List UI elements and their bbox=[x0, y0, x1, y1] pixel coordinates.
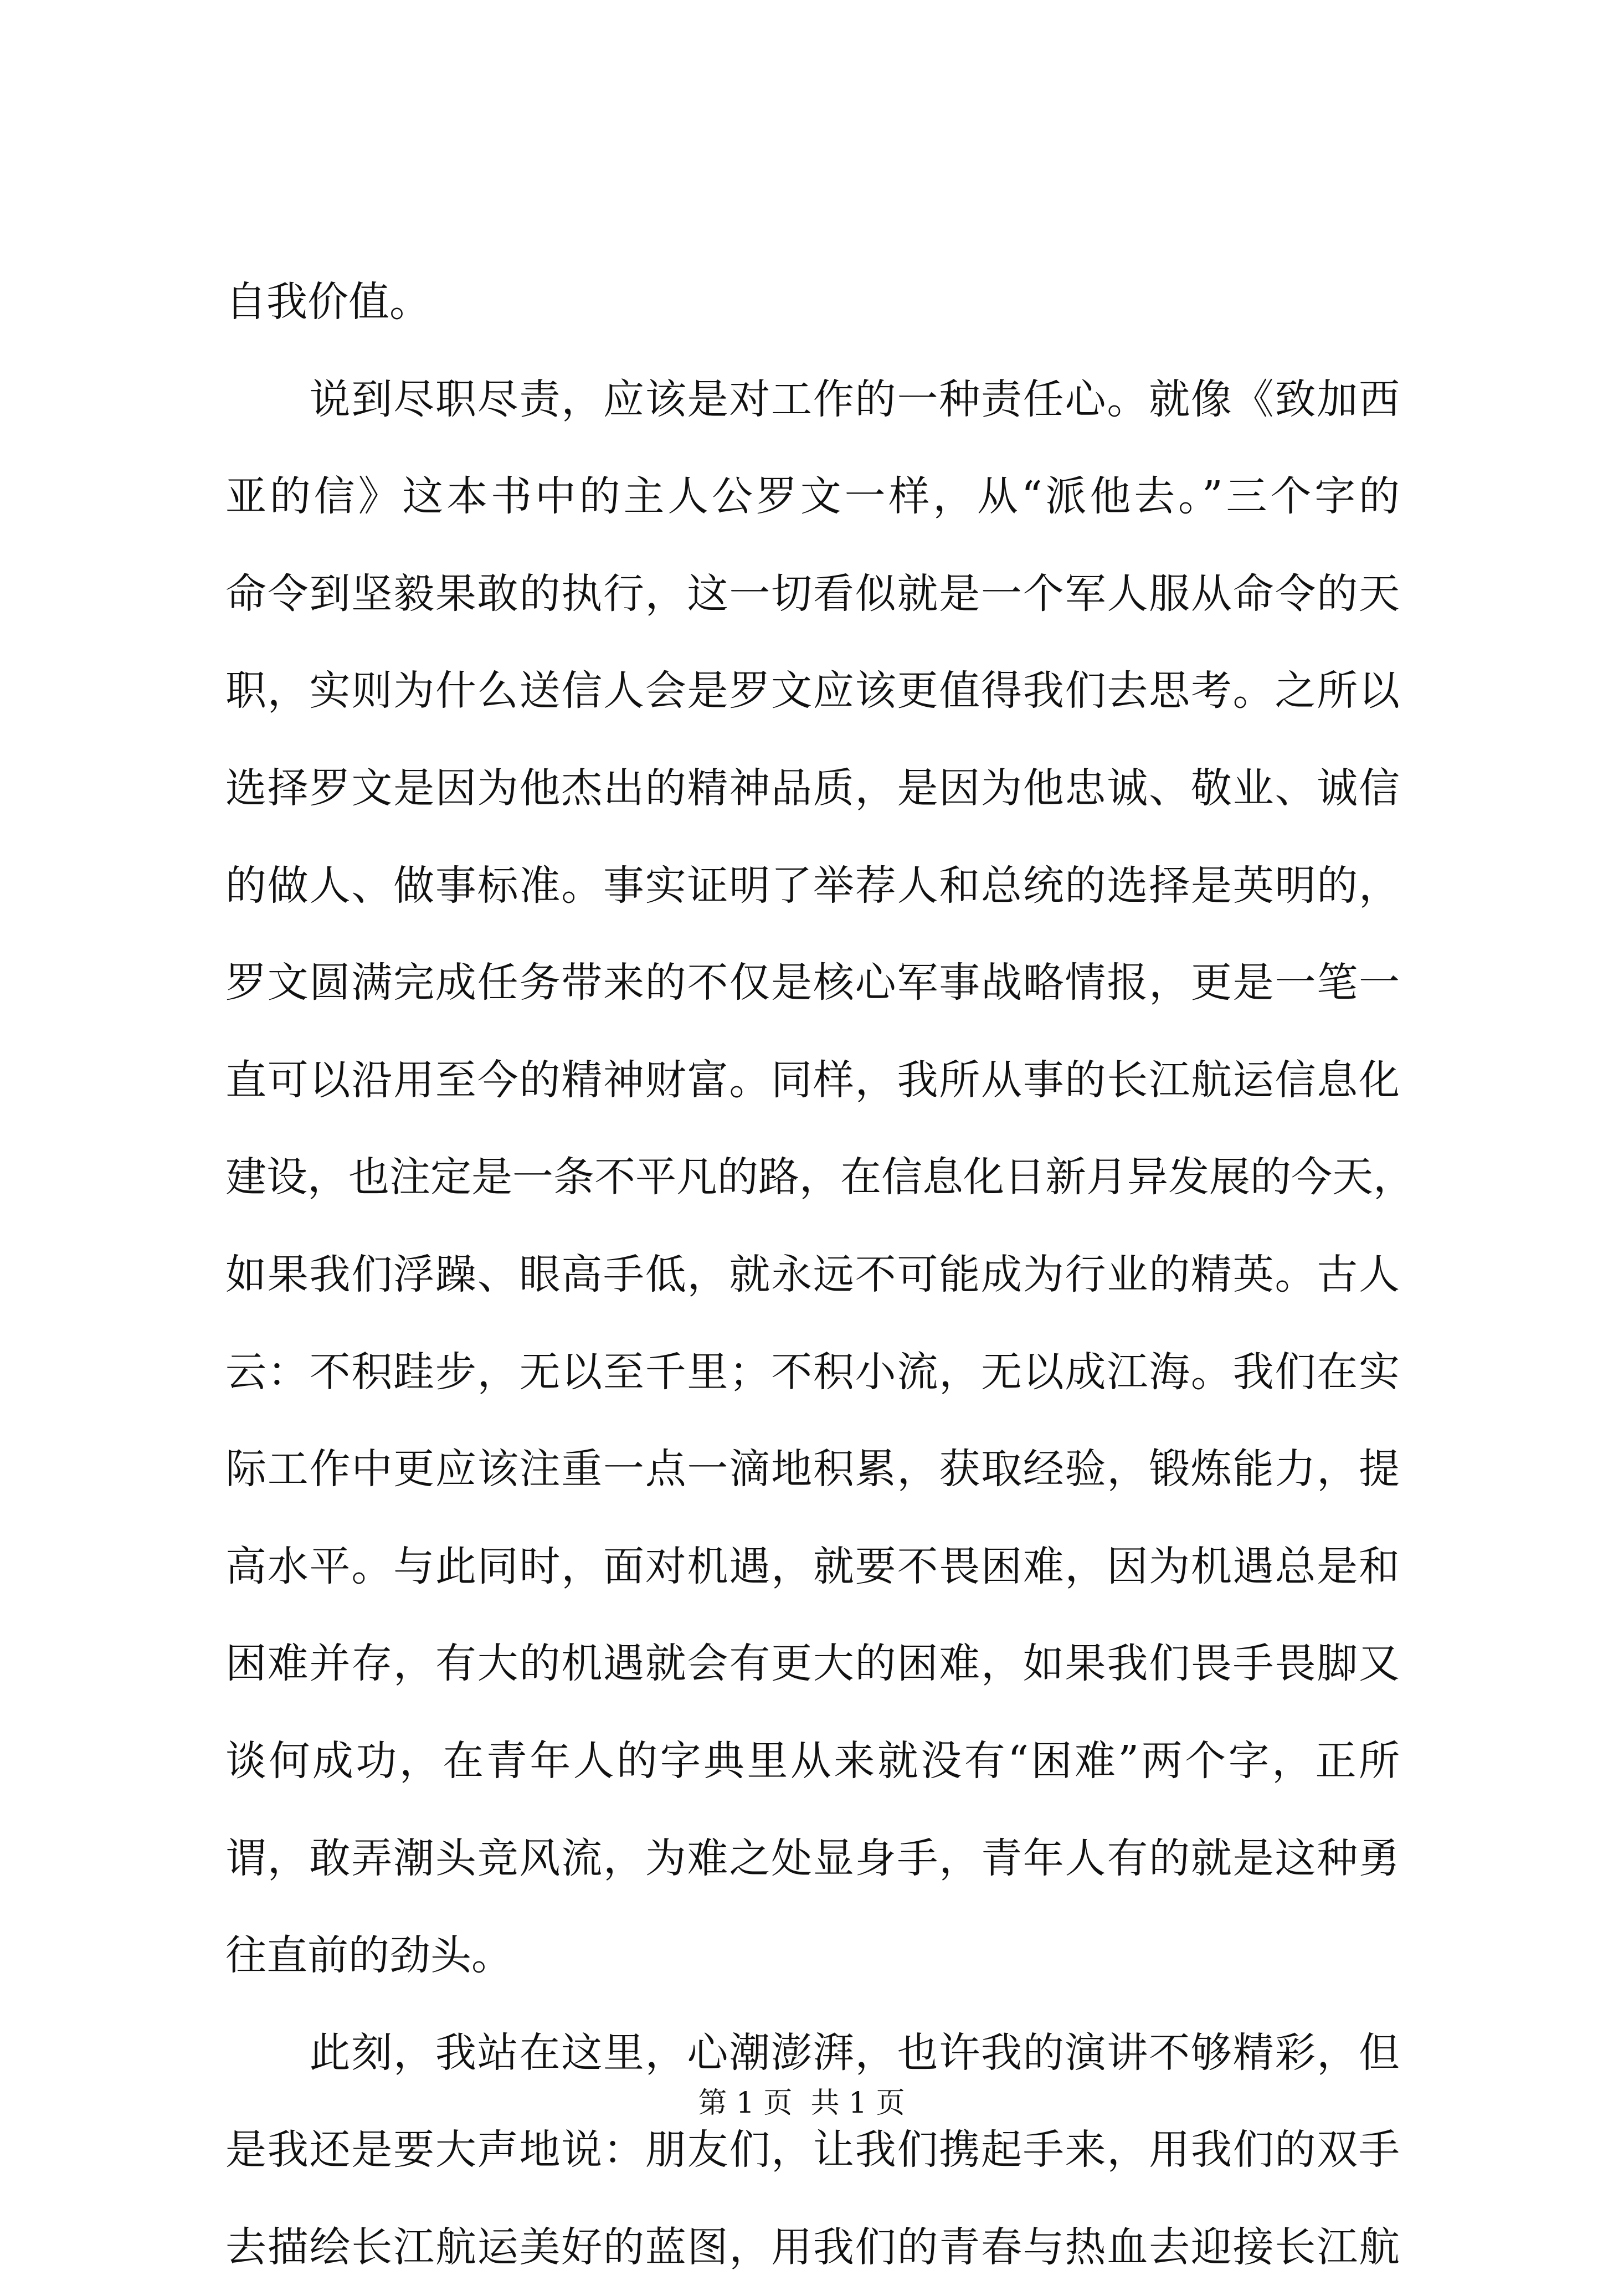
body-line: 自我价值。 bbox=[225, 278, 430, 326]
body-line: 亚的信》这本书中的主人公罗文一样，从“派他去。”三个字的 bbox=[225, 472, 1400, 521]
body-line: 云：不积跬步，无以至千里；不积小流，无以成江海。我们在实 bbox=[225, 1348, 1400, 1396]
body-line: 际工作中更应该注重一点一滴地积累，获取经验，锻炼能力，提 bbox=[225, 1445, 1400, 1493]
document-body bbox=[225, 254, 1414, 2296]
body-line: 高水平。与此同时，面对机遇，就要不畏困难，因为机遇总是和 bbox=[225, 1542, 1400, 1590]
page-footer: 第 1 页 共 1 页 bbox=[698, 2087, 905, 2120]
body-line: 职，实则为什么送信人会是罗文应该更值得我们去思考。之所以 bbox=[225, 667, 1400, 715]
body-line: 往直前的劲头。 bbox=[225, 1932, 512, 1980]
body-line: 困难并存，有大的机遇就会有更大的困难，如果我们畏手畏脚又 bbox=[225, 1640, 1400, 1688]
body-line: 建设，也注定是一条不平凡的路，在信息化日新月异发展的今天， bbox=[225, 1153, 1414, 1201]
body-line: 直可以沿用至今的精神财富。同样，我所从事的长江航运信息化 bbox=[225, 1056, 1400, 1104]
body-line: 说到尽职尽责，应该是对工作的一种责任心。就像《致加西 bbox=[225, 375, 1400, 423]
body-line: 选择罗文是因为他杰出的精神品质，是因为他忠诚、敬业、诚信 bbox=[225, 764, 1400, 812]
body-line: 如果我们浮躁、眼高手低，就永远不可能成为行业的精英。古人 bbox=[225, 1250, 1400, 1298]
body-line: 谈何成功，在青年人的字典里从来就没有“困难”两个字，正所 bbox=[225, 1737, 1400, 1785]
body-line: 此刻，我站在这里，心潮澎湃，也许我的演讲不够精彩，但 bbox=[225, 2028, 1400, 2077]
body-line: 是我还是要大声地说：朋友们，让我们携起手来，用我们的双手 bbox=[225, 2126, 1400, 2174]
body-line: 的做人、做事标准。事实证明了举荐人和总统的选择是英明的， bbox=[225, 861, 1400, 910]
body-line: 命令到坚毅果敢的执行，这一切看似就是一个军人服从命令的天 bbox=[225, 569, 1400, 618]
body-line: 罗文圆满完成任务带来的不仅是核心军事战略情报，更是一笔一 bbox=[225, 959, 1400, 1007]
body-line: 去描绘长江航运美好的蓝图，用我们的青春与热血去迎接长江航 bbox=[225, 2223, 1400, 2271]
body-line: 谓，敢弄潮头竞风流，为难之处显身手，青年人有的就是这种勇 bbox=[225, 1834, 1400, 1882]
